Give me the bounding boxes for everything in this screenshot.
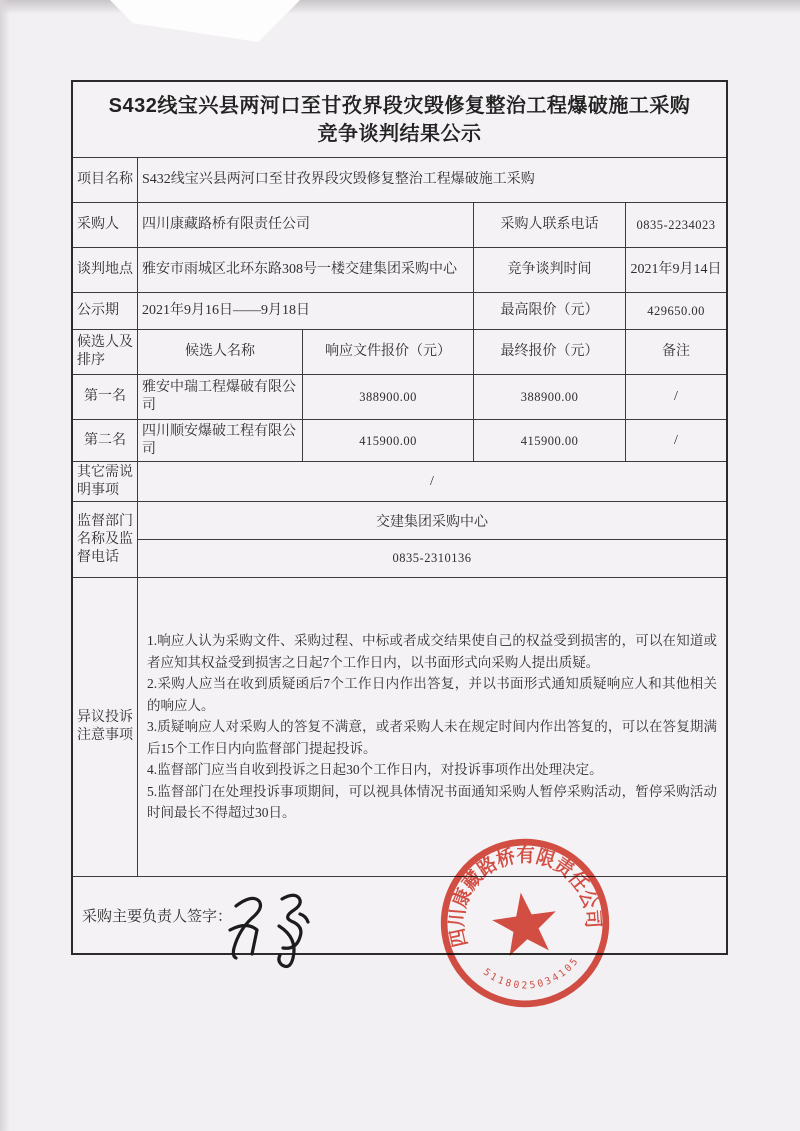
complaints-text (138, 578, 726, 876)
complaints-row (73, 578, 726, 877)
negotiation-time-label: 竞争谈判时间 (474, 248, 626, 292)
complaint-item-1: 1.响应人认为采购文件、采购过程、中标或者成交结果使自己的权益受到损害的，可以在知道或者应知其权益受到损害之日起7个工作日内，以书面形式向采购人提出质疑。 (147, 633, 717, 670)
publicity-period-row (73, 293, 726, 330)
purchaser-label: 采购人 (73, 203, 138, 247)
candidate1-rank: 第一名 (73, 375, 138, 419)
candidates-header-row (73, 330, 726, 375)
col-header-remark: 备注 (662, 344, 690, 359)
project-name-value: S432线宝兴县两河口至甘孜界段灾毁修复整治工程爆破施工采购 (142, 172, 535, 187)
col-header-doc-price: 响应文件报价（元） (303, 330, 474, 374)
candidate1-remark: / (674, 389, 678, 404)
venue-value: 雅安市雨城区北环东路308号一楼交建集团采购中心 (138, 248, 474, 292)
candidate-row-1 (73, 375, 726, 420)
complaints-label: 异议投诉注意事项 (73, 578, 138, 876)
negotiation-time-value: 2021年9月14日 (630, 262, 722, 277)
other-notes-row (73, 462, 726, 502)
complaint-item-3: 3.质疑响应人对采购人的答复不满意，或者采购人未在规定时间内作出答复的，可以在答复期满后15个工作日内向监督部门提起投诉。 (147, 719, 717, 756)
candidate-row-2 (73, 420, 726, 462)
complaint-item-5: 5.监督部门在处理投诉事项期间，可以视具体情况书面通知采购人暂停采购活动，暂停采购活动时间最长不得超过30日。 (147, 783, 717, 821)
scan-corner-fold (110, 0, 300, 42)
venue-row (73, 248, 726, 293)
purchaser-row (73, 203, 726, 248)
supervision-phone: 0835-2310136 (392, 551, 472, 565)
supervision-values (138, 502, 726, 577)
signature-label: 采购主要负责人签字： (82, 908, 233, 925)
candidate2-doc-price: 415900.00 (303, 420, 474, 461)
max-price-value: 429650.00 (647, 304, 705, 318)
col-header-name: 候选人名称 (138, 330, 303, 374)
scan-edge-shadow-left (0, 0, 10, 1131)
purchaser-phone-label: 采购人联系电话 (474, 203, 626, 247)
project-name-row (73, 158, 726, 203)
announcement-table (71, 80, 728, 955)
scan-edge-shadow (0, 0, 800, 14)
other-notes-label: 其它需说明事项 (73, 462, 138, 501)
publicity-period-label: 公示期 (73, 293, 138, 329)
seal-number-text: 5118025034105 (480, 954, 582, 992)
supervision-label: 监督部门名称及监督电话 (73, 502, 138, 577)
signature-row (73, 877, 726, 953)
publicity-period-value: 2021年9月16日——9月18日 (138, 293, 474, 329)
max-price-label: 最高限价（元） (474, 293, 626, 329)
title-row (73, 82, 726, 158)
supervision-row (73, 502, 726, 578)
supervision-dept: 交建集团采购中心 (138, 502, 726, 540)
document-title-line1: S432线宝兴县两河口至甘孜界段灾毁修复整治工程爆破施工采购 (108, 94, 691, 117)
purchaser-value: 四川康藏路桥有限责任公司 (138, 203, 474, 247)
venue-label: 谈判地点 (73, 248, 138, 292)
purchaser-phone-value: 0835-2234023 (636, 218, 716, 232)
candidate1-final-price: 388900.00 (474, 375, 626, 419)
col-header-rank: 候选人及排序 (73, 330, 138, 374)
complaint-item-2: 2.采购人应当在收到质疑函后7个工作日内作出答复，并以书面形式通知质疑响应人和其他相关的响应人。 (147, 676, 717, 713)
candidate2-name: 四川顺安爆破工程有限公司 (138, 420, 303, 461)
complaint-item-4: 4.监督部门应当自收到投诉之日起30个工作日内，对投诉事项作出处理决定。 (147, 762, 603, 778)
candidate2-rank: 第二名 (73, 420, 138, 461)
other-notes-value: / (430, 473, 434, 489)
col-header-final-price: 最终报价（元） (474, 330, 626, 374)
candidate1-doc-price: 388900.00 (303, 375, 474, 419)
document-title-line2: 竞争谈判结果公示 (317, 122, 482, 145)
seal-company-text: 四川康藏路桥有限责任公司 (447, 845, 603, 949)
candidate1-name: 雅安中瑞工程爆破有限公司 (138, 375, 303, 419)
project-name-label: 项目名称 (73, 158, 138, 202)
candidate2-remark: / (674, 432, 678, 448)
candidate2-final-price: 415900.00 (474, 420, 626, 461)
